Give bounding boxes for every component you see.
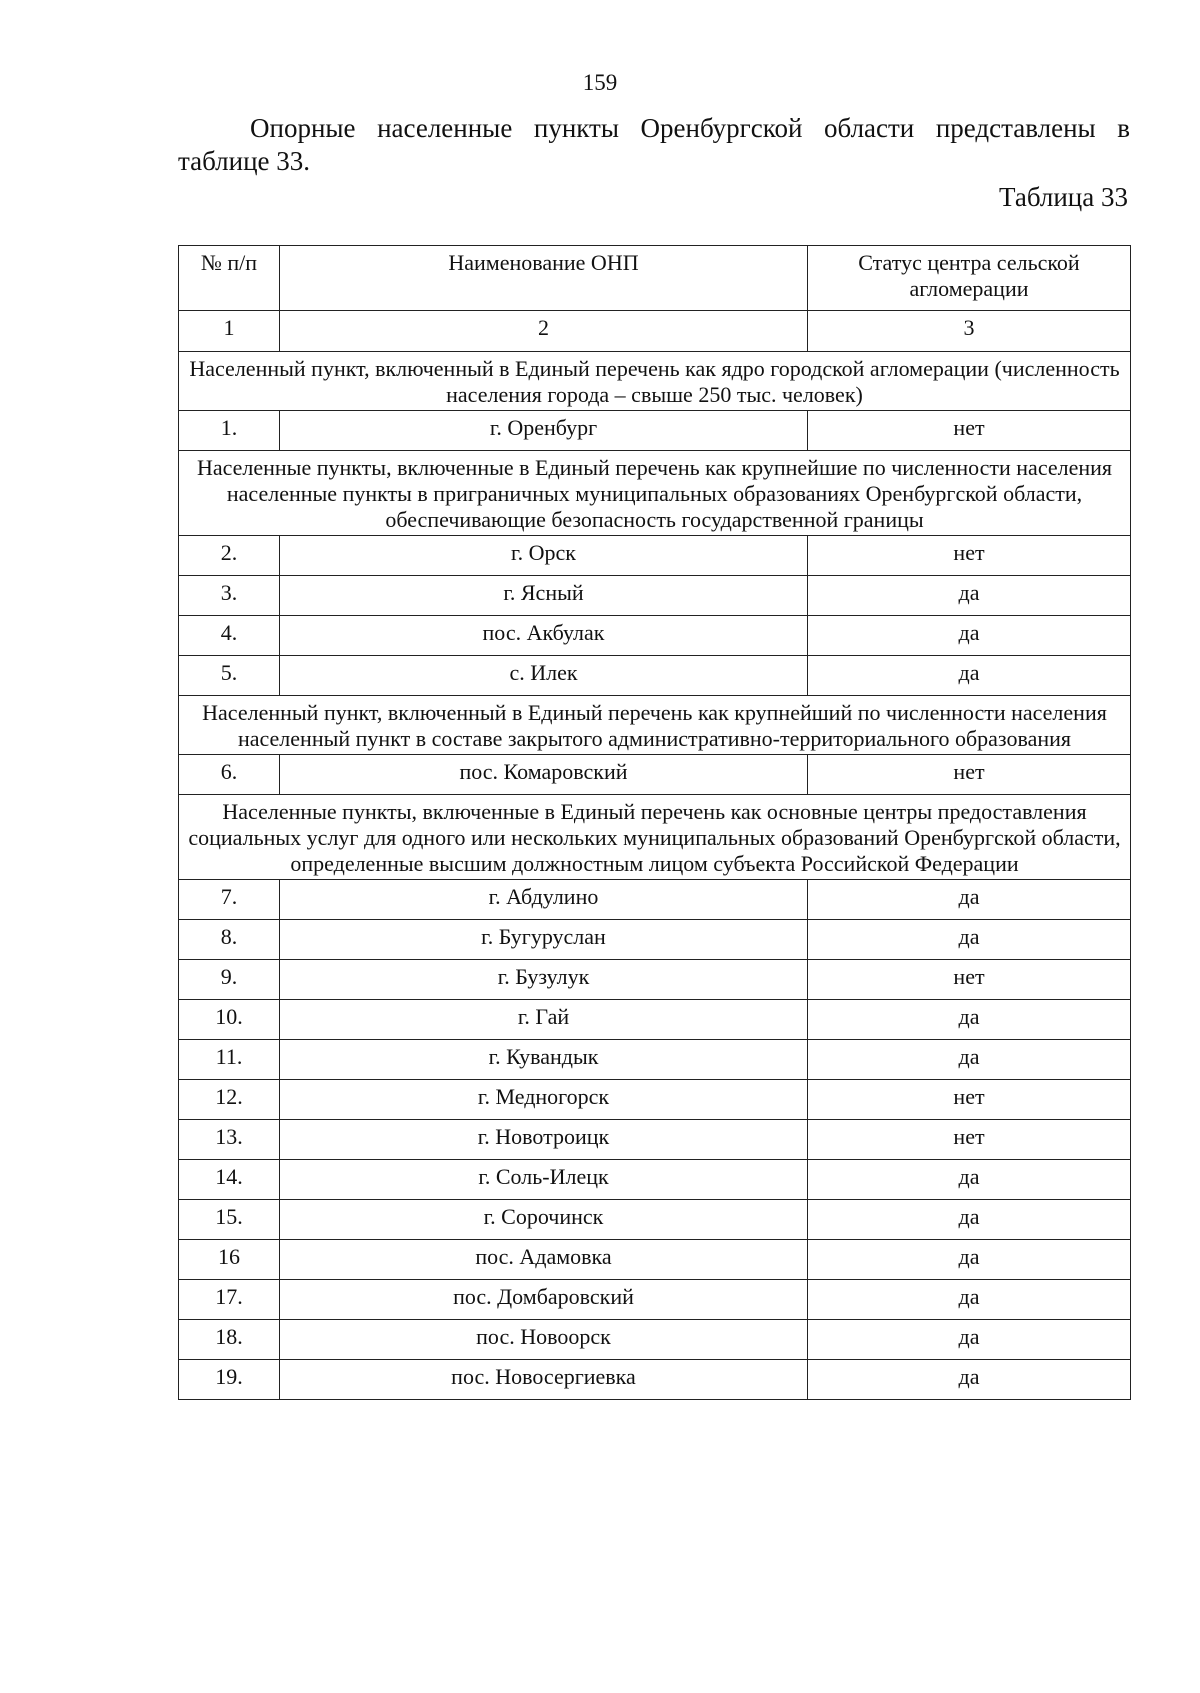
agglomeration-status: да — [808, 1360, 1131, 1400]
settlement-name: г. Гай — [280, 1000, 808, 1040]
table-row — [179, 1200, 1131, 1240]
row-number: 3. — [179, 576, 280, 616]
column-index-2: 2 — [280, 311, 808, 352]
row-number: 19. — [179, 1360, 280, 1400]
row-number: 5. — [179, 656, 280, 696]
table-row — [179, 1280, 1131, 1320]
table-row — [179, 616, 1131, 656]
table-row — [179, 1240, 1131, 1280]
row-number: 9. — [179, 960, 280, 1000]
agglomeration-status: нет — [808, 960, 1131, 1000]
header-name: Наименование ОНП — [280, 246, 808, 311]
header-status: Статус центра сельской агломерации — [808, 246, 1131, 311]
agglomeration-status: да — [808, 616, 1131, 656]
settlement-name: г. Кувандык — [280, 1040, 808, 1080]
settlement-name: пос. Новоорск — [280, 1320, 808, 1360]
column-index-1: 1 — [179, 311, 280, 352]
row-number: 17. — [179, 1280, 280, 1320]
settlement-name: г. Новотроицк — [280, 1120, 808, 1160]
settlement-name: пос. Адамовка — [280, 1240, 808, 1280]
row-number: 8. — [179, 920, 280, 960]
row-number: 6. — [179, 755, 280, 795]
agglomeration-status: нет — [808, 1120, 1131, 1160]
intro-paragraph: Опорные населенные пункты Оренбургской области представлены в таблице 33. — [178, 113, 1130, 176]
section-title-row — [179, 451, 1131, 536]
table-row — [179, 411, 1131, 451]
table-row — [179, 1000, 1131, 1040]
agglomeration-status: да — [808, 1000, 1131, 1040]
agglomeration-status: да — [808, 880, 1131, 920]
section-title-row — [179, 696, 1131, 755]
agglomeration-status: да — [808, 920, 1131, 960]
table-row — [179, 536, 1131, 576]
row-number: 11. — [179, 1040, 280, 1080]
agglomeration-status: да — [808, 1160, 1131, 1200]
agglomeration-status: да — [808, 1200, 1131, 1240]
column-index-row — [179, 311, 1131, 352]
settlement-name: пос. Комаровский — [280, 755, 808, 795]
agglomeration-status: нет — [808, 536, 1131, 576]
table-row — [179, 960, 1131, 1000]
row-number: 14. — [179, 1160, 280, 1200]
agglomeration-status: нет — [808, 755, 1131, 795]
settlement-name: пос. Домбаровский — [280, 1280, 808, 1320]
table-row — [179, 1120, 1131, 1160]
settlements-table — [178, 245, 1131, 1400]
agglomeration-status: нет — [808, 411, 1131, 451]
settlement-name: пос. Новосергиевка — [280, 1360, 808, 1400]
settlement-name: г. Ясный — [280, 576, 808, 616]
agglomeration-status: да — [808, 1240, 1131, 1280]
row-number: 12. — [179, 1080, 280, 1120]
table-row — [179, 1080, 1131, 1120]
table-row — [179, 1320, 1131, 1360]
row-number: 16 — [179, 1240, 280, 1280]
section-title: Населенный пункт, включенный в Единый перечень как крупнейший по численности населения населенный пункт в составе закрытого административно-территориального образования — [179, 696, 1131, 755]
section-title: Населенные пункты, включенные в Единый перечень как основные центры предоставления социальных услуг для одного или нескольких муниципальных образований Оренбургской области, определенные высшим должностным лицом субъекта Российской Федерации — [179, 795, 1131, 880]
settlement-name: г. Сорочинск — [280, 1200, 808, 1240]
agglomeration-status: нет — [808, 1080, 1131, 1120]
page-number: 159 — [582, 70, 618, 95]
settlement-name: г. Медногорск — [280, 1080, 808, 1120]
agglomeration-status: да — [808, 1280, 1131, 1320]
column-index-3: 3 — [808, 311, 1131, 352]
section-title: Населенные пункты, включенные в Единый перечень как крупнейшие по численности населения населенные пункты в приграничных муниципальных образованиях Оренбургской области, обеспечивающие безопасность государственной границы — [179, 451, 1131, 536]
settlement-name: г. Бузулук — [280, 960, 808, 1000]
row-number: 13. — [179, 1120, 280, 1160]
row-number: 7. — [179, 880, 280, 920]
row-number: 2. — [179, 536, 280, 576]
agglomeration-status: да — [808, 1320, 1131, 1360]
settlement-name: г. Соль-Илецк — [280, 1160, 808, 1200]
row-number: 18. — [179, 1320, 280, 1360]
table-row — [179, 920, 1131, 960]
table-row — [179, 1360, 1131, 1400]
section-title-row — [179, 352, 1131, 411]
table-row — [179, 755, 1131, 795]
table-caption: Таблица 33 — [999, 182, 1128, 212]
agglomeration-status: да — [808, 656, 1131, 696]
settlement-name: пос. Акбулак — [280, 616, 808, 656]
section-title: Населенный пункт, включенный в Единый перечень как ядро городской агломерации (численность населения города – свыше 250 тыс. человек) — [179, 352, 1131, 411]
section-title-row — [179, 795, 1131, 880]
settlement-name: г. Оренбург — [280, 411, 808, 451]
row-number: 10. — [179, 1000, 280, 1040]
agglomeration-status: да — [808, 576, 1131, 616]
table-row — [179, 576, 1131, 616]
table-row — [179, 656, 1131, 696]
row-number: 4. — [179, 616, 280, 656]
settlement-name: г. Орск — [280, 536, 808, 576]
table-header-row — [179, 246, 1131, 311]
agglomeration-status: да — [808, 1040, 1131, 1080]
row-number: 1. — [179, 411, 280, 451]
header-number: № п/п — [179, 246, 280, 311]
row-number: 15. — [179, 1200, 280, 1240]
table-row — [179, 1160, 1131, 1200]
settlement-name: г. Бугуруслан — [280, 920, 808, 960]
table-row — [179, 880, 1131, 920]
table-row — [179, 1040, 1131, 1080]
settlement-name: с. Илек — [280, 656, 808, 696]
settlement-name: г. Абдулино — [280, 880, 808, 920]
